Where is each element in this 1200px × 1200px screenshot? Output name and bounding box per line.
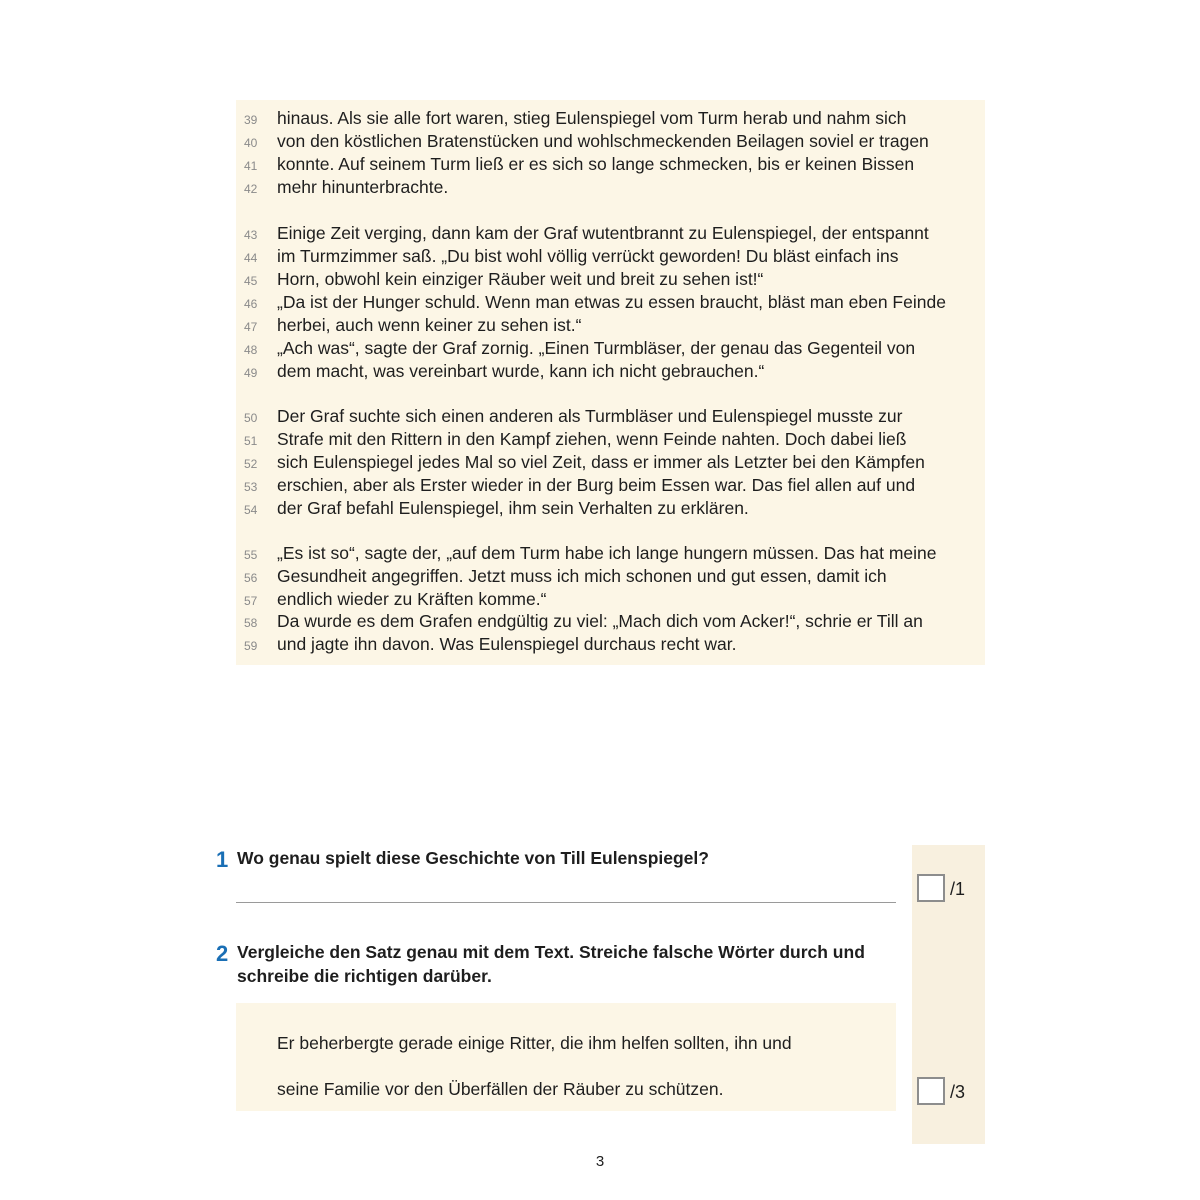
passage-line: [236, 542, 985, 565]
reading-passage: [236, 100, 985, 665]
line-number: 50: [244, 411, 258, 425]
passage-line: [236, 474, 985, 497]
passage-line: [236, 588, 985, 611]
line-number: 52: [244, 457, 258, 471]
line-text: „Ach was“, sagte der Graf zornig. „Einen Turmbläser, der genau das Gegenteil von: [277, 338, 916, 358]
task-1-score-checkbox[interactable]: [917, 874, 945, 902]
line-number: 56: [244, 571, 258, 585]
task-1-question: Wo genau spielt diese Geschichte von Till Eulenspiegel?: [237, 848, 709, 868]
line-number: 42: [244, 182, 258, 196]
task-2-score-label: /3: [950, 1082, 966, 1102]
passage-line: [236, 130, 985, 153]
line-number: 43: [244, 228, 258, 242]
line-number: 39: [244, 113, 258, 127]
line-text: „Es ist so“, sagte der, „auf dem Turm habe ich lange hungern müssen. Das hat meine: [277, 543, 937, 563]
task-2-number: 2: [216, 941, 229, 966]
passage-line: [236, 107, 985, 130]
page-number: 3: [595, 1153, 605, 1170]
line-text: Einige Zeit verging, dann kam der Graf wutentbrannt zu Eulenspiegel, der entspannt: [277, 223, 929, 243]
passage-line: [236, 291, 985, 314]
passage-line: [236, 360, 985, 383]
line-number: 41: [244, 159, 258, 173]
task-1-number: 1: [216, 847, 229, 872]
line-text: Horn, obwohl kein einziger Räuber weit und breit zu sehen ist!“: [277, 269, 764, 289]
line-text: „Da ist der Hunger schuld. Wenn man etwas zu essen braucht, bläst man eben Feinde: [277, 292, 946, 312]
line-number: 59: [244, 639, 258, 653]
passage-line: [236, 405, 985, 428]
line-number: 44: [244, 251, 258, 265]
line-number: 53: [244, 480, 258, 494]
line-number: 40: [244, 136, 258, 150]
line-text: hinaus. Als sie alle fort waren, stieg Eulenspiegel vom Turm herab und nahm sich: [277, 108, 907, 128]
line-number: 45: [244, 274, 258, 288]
line-text: Strafe mit den Rittern in den Kampf ziehen, wenn Feinde nahten. Doch dabei ließ: [277, 429, 907, 449]
passage-line: [236, 245, 985, 268]
passage-line: [236, 633, 985, 656]
passage-line: [236, 268, 985, 291]
passage-line: [236, 428, 985, 451]
passage-line: [236, 314, 985, 337]
passage-line: [236, 497, 985, 520]
line-text: konnte. Auf seinem Turm ließ er es sich so lange schmecken, bis er keinen Bissen: [277, 154, 915, 174]
line-number: 57: [244, 594, 258, 608]
passage-line: [236, 337, 985, 360]
task-2-question-line-1: Vergleiche den Satz genau mit dem Text. Streiche falsche Wörter durch und: [237, 942, 865, 962]
task-1-score-label: /1: [950, 879, 966, 899]
passage-line: [236, 153, 985, 176]
line-number: 47: [244, 320, 258, 334]
line-number: 58: [244, 616, 258, 630]
line-number: 54: [244, 503, 258, 517]
line-text: mehr hinunterbrachte.: [277, 177, 449, 197]
line-text: endlich wieder zu Kräften komme.“: [277, 589, 547, 609]
line-number: 55: [244, 548, 258, 562]
task-2-sentence-box: [236, 1003, 896, 1111]
line-number: 51: [244, 434, 258, 448]
line-number: 46: [244, 297, 258, 311]
line-text: Der Graf suchte sich einen anderen als Turmbläser und Eulenspiegel musste zur: [277, 406, 903, 426]
line-text: und jagte ihn davon. Was Eulenspiegel durchaus recht war.: [277, 634, 737, 654]
passage-line: [236, 222, 985, 245]
task-2-question-line-2: schreibe die richtigen darüber.: [237, 966, 492, 986]
passage-line: [236, 176, 985, 199]
line-text: dem macht, was vereinbart wurde, kann ich nicht gebrauchen.“: [277, 361, 765, 381]
line-text: herbei, auch wenn keiner zu sehen ist.“: [277, 315, 582, 335]
line-text: der Graf befahl Eulenspiegel, ihm sein Verhalten zu erklären.: [277, 498, 749, 518]
passage-line: [236, 565, 985, 588]
task-2-sentence-line-1[interactable]: Er beherbergte gerade einige Ritter, die ihm helfen sollten, ihn und: [277, 1033, 792, 1053]
line-text: von den köstlichen Bratenstücken und wohlschmeckenden Beilagen soviel er tragen: [277, 131, 929, 151]
task-2-sentence-line-2[interactable]: seine Familie vor den Überfällen der Räuber zu schützen.: [277, 1079, 724, 1099]
line-text: im Turmzimmer saß. „Du bist wohl völlig verrückt geworden! Du bläst einfach ins: [277, 246, 899, 266]
line-text: sich Eulenspiegel jedes Mal so viel Zeit, dass er immer als Letzter bei den Kämpfen: [277, 452, 925, 472]
line-text: erschien, aber als Erster wieder in der Burg beim Essen war. Das fiel allen auf und: [277, 475, 916, 495]
task-1-answer-line[interactable]: [236, 902, 896, 903]
line-number: 48: [244, 343, 258, 357]
task-2-score-checkbox[interactable]: [917, 1077, 945, 1105]
passage-line: [236, 451, 985, 474]
line-text: Da wurde es dem Grafen endgültig zu viel: „Mach dich vom Acker!“, schrie er Till an: [277, 611, 923, 631]
line-number: 49: [244, 366, 258, 380]
line-text: Gesundheit angegriffen. Jetzt muss ich mich schonen und gut essen, damit ich: [277, 566, 887, 586]
passage-line: [236, 610, 985, 633]
